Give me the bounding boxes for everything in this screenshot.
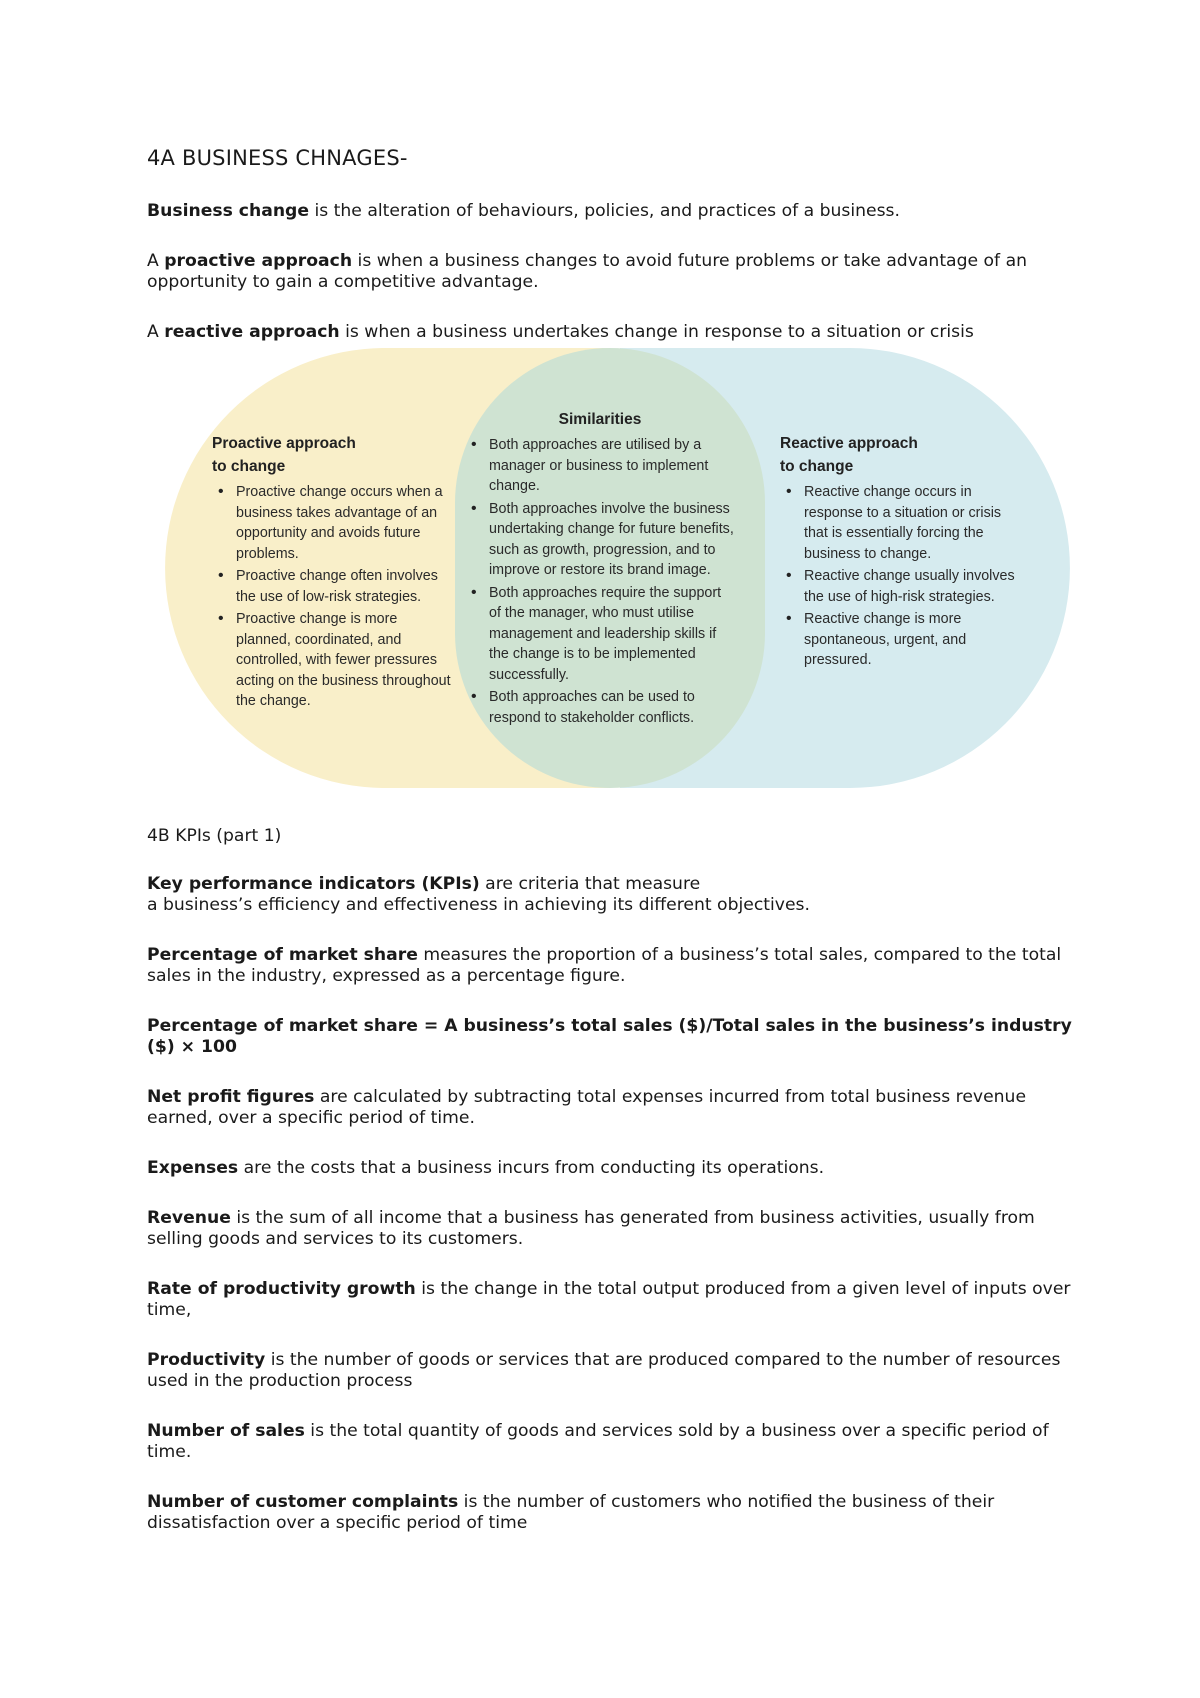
def-revenue [147,1208,1072,1250]
term: Expenses [147,1158,239,1178]
definition: is the alteration of behaviours, policies, and practices of a business. [309,201,900,221]
def-productivity [147,1350,1072,1392]
proactive-title-line1: Proactive approach [212,435,356,452]
list-item: • Proactive change is more planned, coordinated, and controlled, with fewer pressures acting on the business throughout the change. [212,609,452,712]
list-item: • Reactive change occurs in response to a situation or crisis that is essentially forcing the business to change. [780,482,1020,564]
term: Net profit figures [147,1087,315,1107]
prefix: A [147,251,165,271]
list-item: • Proactive change occurs when a business takes advantage of an opportunity and avoids future problems. [212,482,452,564]
definition: is the number of customers who notified the business of their dissatisfaction over a specific period of time [147,1492,995,1533]
definition-line2: a business’s efficiency and effectiveness in achieving its different objectives. [147,895,810,915]
formula: Percentage of market share = A business’s total sales ($)/Total sales in the business’s industry ($) × 100 [147,1016,1072,1057]
def-kpis [147,874,1072,916]
def-expenses [147,1158,1072,1179]
term: Key performance indicators (KPIs) [147,874,480,894]
proactive-column [212,432,452,714]
similarities-title: Similarities [558,411,642,428]
reactive-column [780,432,1020,673]
list-item: • Both approaches can be used to respond to stakeholder conflicts. [465,687,735,728]
definition: is the number of goods or services that are produced compared to the number of resources used in the production process [147,1350,1061,1391]
term: reactive approach [164,322,340,342]
term: Percentage of market share [147,945,418,965]
list-item: • Both approaches are utilised by a manager or business to implement change. [465,435,735,497]
term: Business change [147,201,310,221]
prefix: A [147,322,165,342]
intro-business-change [147,201,1072,222]
page-title: 4A BUSINESS CHNAGES- [147,146,408,170]
term: Number of customer complaints [147,1492,459,1512]
term: Number of sales [147,1421,305,1441]
venn-diagram [165,348,1070,788]
list-item: • Reactive change is more spontaneous, urgent, and pressured. [780,609,1020,671]
def-customer-complaints [147,1492,1072,1534]
definition: are the costs that a business incurs from conducting its operations. [238,1158,825,1178]
term: Rate of productivity growth [147,1279,416,1299]
definition: is the change in the total output produced from a given level of inputs over time, [147,1279,1071,1320]
section-heading-kpis: 4B KPIs (part 1) [147,826,282,846]
definition: is the total quantity of goods and services sold by a business over a specific period of time. [147,1421,1049,1462]
list-item: • Both approaches involve the business undertaking change for future benefits, such as growth, progression, and to improve or restore its brand image. [465,499,735,581]
list-item: • Proactive change often involves the use of low-risk strategies. [212,566,452,607]
definition: are criteria that measure [479,874,701,894]
definition: is when a business changes to avoid future problems or take advantage of an opportunity to gain a competitive advantage. [147,251,1027,292]
def-productivity-growth [147,1279,1072,1321]
reactive-list [780,482,1020,671]
term: Productivity [147,1350,266,1370]
reactive-title [780,432,1020,478]
similarities-list [465,435,735,728]
proactive-list [212,482,452,712]
intro-reactive [147,322,1072,343]
market-share-formula [147,1016,1072,1058]
definition: is the sum of all income that a business has generated from business activities, usually from selling goods and services to its customers. [147,1208,1035,1249]
list-item: • Both approaches require the support of the manager, who must utilise management and leadership skills if the change is to be implemented successfully. [465,583,735,686]
proactive-title-line2: to change [212,458,286,475]
term: Revenue [147,1208,231,1228]
reactive-title-line2: to change [780,458,854,475]
proactive-title [212,432,452,478]
reactive-title-line1: Reactive approach [780,435,918,452]
definition: is when a business undertakes change in response to a situation or crisis [339,322,974,342]
definition: measures the proportion of a business’s total sales, compared to the total sales in the industry, expressed as a percentage figure. [147,945,1062,986]
def-net-profit [147,1087,1072,1129]
similarities-column [465,408,735,730]
list-item: • Reactive change usually involves the use of high-risk strategies. [780,566,1020,607]
definition: are calculated by subtracting total expenses incurred from total business revenue earned, over a specific period of time. [147,1087,1027,1128]
def-market-share [147,945,1072,987]
term: proactive approach [164,251,353,271]
def-number-of-sales [147,1421,1072,1463]
intro-proactive [147,251,1072,293]
